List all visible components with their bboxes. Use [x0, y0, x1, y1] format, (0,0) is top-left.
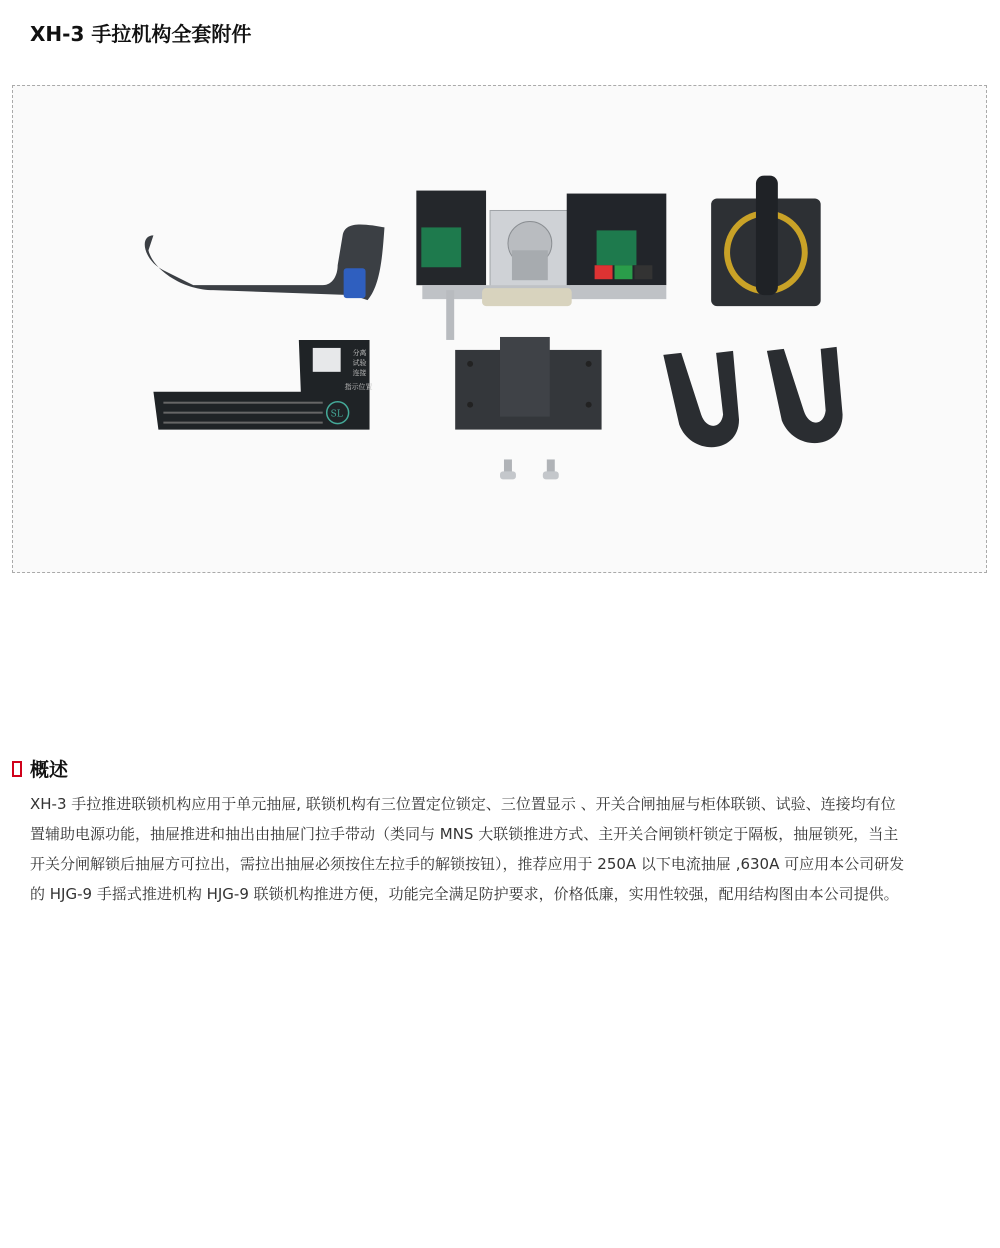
screws: [500, 459, 559, 479]
overview-body: XH-3 手拉推进联锁机构应用于单元抽屉, 联锁机构有三位置定位锁定、三位置显示 、开关合闸抽屉与柜体联锁、试验、连接均有位置辅助电源功能，抽屉推进和抽出由抽屉门拉手带动（类同与 MNS 大联锁推进方式、主开关合闸锁杆锁定于隔板，抽屉锁死，当主开关分闸解锁后抽屉方可拉出，需拉出抽屉必须按住左拉手的解锁按钮），推荐应用于 250A 以下电流抽屉 ,630A 可应用本公司研发的 HJG-9 手摇式推进机构 HJG-9 联锁机构推进方便，功能完全满足防护要求，价格低廉，实用性较强，配用结构图由本公司提供。: [30, 795, 905, 903]
rotary-handle: [711, 176, 821, 306]
overview-title: 概述: [30, 759, 69, 781]
page-title: XH-3 手拉机构全套附件: [30, 22, 252, 46]
label-text-test: 试验: [352, 358, 367, 367]
door-handle: [145, 224, 385, 300]
section-marker-icon: [12, 761, 22, 777]
interlock-mechanism: [416, 191, 666, 340]
u-guide-left: [663, 351, 739, 447]
u-guide-right: [767, 347, 843, 443]
product-parts-illustration: [13, 86, 986, 572]
product-photo: [12, 85, 987, 573]
mounting-plate: [455, 337, 601, 430]
label-text-position: 指示位置: [344, 382, 373, 391]
label-text-separate: 分离: [352, 348, 367, 357]
position-label-panel: [153, 340, 372, 430]
sl-logo-text: SL: [330, 409, 343, 420]
overview-heading: [12, 755, 68, 782]
label-text-connect: 连接: [352, 368, 367, 377]
unlock-button: [344, 268, 366, 298]
